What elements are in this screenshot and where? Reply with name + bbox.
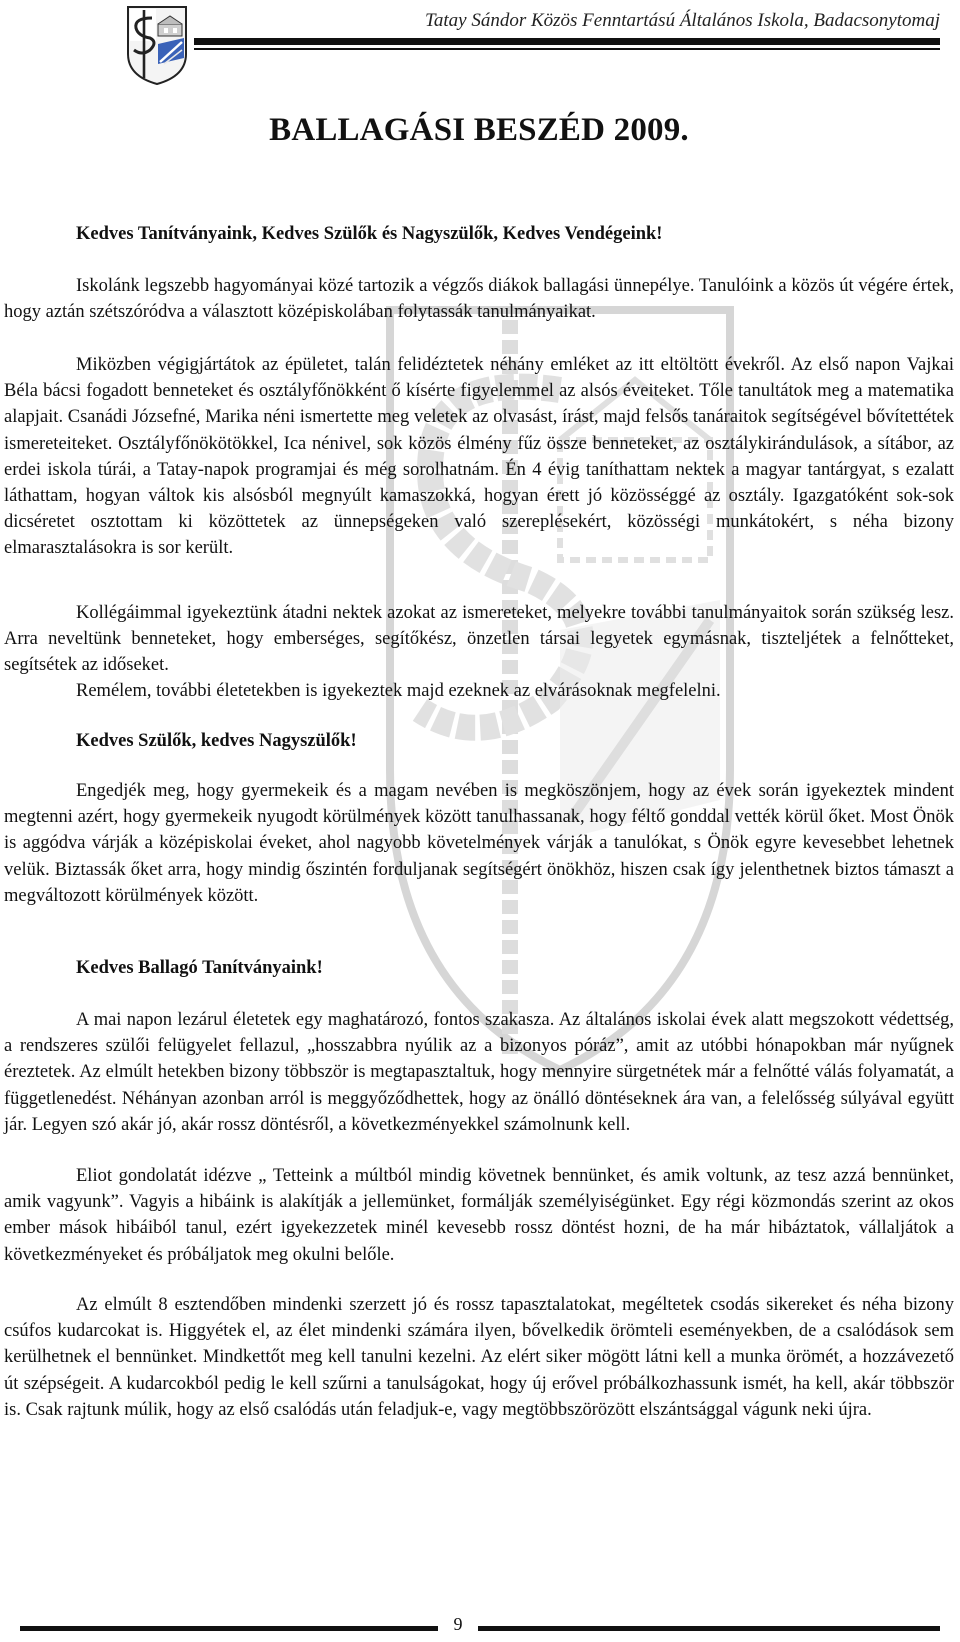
page-header <box>0 0 960 90</box>
paragraph-5 <box>4 778 954 909</box>
greeting-guests: Kedves Tanítványaink, Kedves Szülők és Nagyszülők, Kedves Vendégeink! <box>76 224 663 244</box>
paragraph-4-text: Remélem, további életetekben is igyekeztek majd ezeknek az elvárásoknak megfelelni. <box>76 681 721 701</box>
page-number: 9 <box>453 1614 463 1634</box>
greeting-graduates: Kedves Ballagó Tanítványaink! <box>76 958 323 978</box>
header-rule-thin <box>194 48 940 50</box>
school-name: Tatay Sándor Közös Fenntartású Általános Iskola, Badacsonytomaj <box>425 10 940 31</box>
paragraph-6-text: A mai napon lezárul életetek egy maghatározó, fontos szakasza. Az általános iskolai évek alatt megszokott védettség, a rendszeres szülői felügyelet fellazul, „hosszabbra nyúlik az a bizonyos póráz”, amit az utóbbi hónapokban már nyűgnek éreztetek. Az elmúlt hetekben bizony többször is megtapasztaltuk, hogy mennyire sürgetnétek már a felnőtté válás folyamatát, a függetlenedést. Néhányan azonban arról is meggyőződhettek, hogy az önálló döntéseknek ára van, a felelősség súlyával együtt jár. Legyen szó akár jó, akár rossz döntésről, a következményekkel számolnunk kell. <box>4 1010 954 1135</box>
greeting-parents: Kedves Szülők, kedves Nagyszülők! <box>76 731 357 751</box>
paragraph-7 <box>4 1163 954 1268</box>
paragraph-2 <box>4 352 954 562</box>
paragraph-8-text: Az elmúlt 8 esztendőben mindenki szerzett jó és rossz tapasztalatokat, megéltetek csodás sikereket és néha bizony csúfos kudarcokat is. Higgyétek el, az élet mindenki számára ilyen, bővelkedik örömteli eseményekben, de a csalódások sem kerülhetnek el bennünket. Mindkettőt meg kell tanulni kezelni. Az elért siker mögött látni kell a munka örömét, a hozzávezető út szépségeit. A kudarcokból pedig le kell szűrni a tanulságokat, hogy új erővel próbálkozhassunk ismét, ha kell, akár többször is. Csak rajtunk múlik, hogy az első csalódás után feladjuk-e, vagy megtöbbszörözött elszántsággal vágunk neki újra. <box>4 1295 954 1420</box>
footer-rule-right <box>478 1626 940 1631</box>
paragraph-6 <box>4 1007 954 1138</box>
school-crest-logo <box>124 4 190 86</box>
footer-rule-left <box>20 1626 438 1631</box>
header-rule-thick <box>194 38 940 45</box>
paragraph-3-text: Kollégáimmal igyekeztünk átadni nektek azokat az ismereteket, melyekre további tanulmányaitok során szükség lesz. Arra neveltünk benneteket, hogy emberséges, segítőkész, önzetlen társai legyetek egymásnak, tiszteljétek a felnőtteket, segítsétek az időseket. <box>4 603 954 676</box>
paragraph-4 <box>4 678 954 704</box>
page-title: BALLAGÁSI BESZÉD 2009. <box>269 112 689 148</box>
paragraph-7-text: Eliot gondolatát idézve „ Tetteink a múltból mindig követnek bennünket, és amik voltunk, az tesz azzá bennünket, amik vagyunk”. Vagyis a hibáink is alakítják a jellemünket, formálják személyiségünket. Egy régi közmondás szerint az okos ember mások hibáiból tanul, ezért igyekezzetek minél kevesebb rossz döntést hozni, de ha már hibáztatok, vállaljátok a következményeket és próbáljatok meg okulni belőle. <box>4 1166 954 1265</box>
paragraph-1 <box>4 273 954 325</box>
paragraph-2-text: Miközben végigjártátok az épületet, talán felidéztetek néhány emléket az itt eltöltött évekről. Az első napon Vajkai Béla bácsi fogadott benneteket és osztályfőnökként ő kísérte figyelemmel az alsós éveiteket. Tőle tanultátok meg a matematika alapjait. Csanádi Józsefné, Marika néni ismertette meg veletek az olvasást, írást, majd felsős tanáraitok segítségével bővítettétek ismereteiteket. Osztályfőnökötökkel, Ica nénivel, sok közös élmény fűz össze benneteket, az osztálykirándulások, a sítábor, az erdei iskola túrái, a Tatay-napok programjai és még sorolhatnám. Én 4 évig taníthattam nektek a magyar tantárgyat, s ezalatt láthattam, hogyan váltok kis alsósból megnyúlt kamaszokká, hogyan érett jó közösséggé az osztály. Igazgatóként sok-sok dicséretet osztottam ki közöttetek az ünnepségeken való szereplésekért, közösségi munkátokért, s néha bizony elmarasztalásokra is sor került. <box>4 355 954 559</box>
paragraph-8 <box>4 1292 954 1423</box>
paragraph-5-text: Engedjék meg, hogy gyermekeik és a magam nevében is megköszönjem, hogy az évek során igyekeztek mindent megtenni azért, hogy gyermekeik nyugodt körülmények között tanulhassanak, hogy féltő gonddal vették körül őket. Most Önök is aggódva várják a középiskolai éveket, ahol nagyobb követelmények várják a tanulókat, s Önök egyre kevesebbet lehetnek velük. Biztassák őket arra, hogy mindig őszintén forduljanak segítségért önökhöz, hiszen csak így jelenthetnek biztos támaszt a megváltozott körülmények között. <box>4 781 954 906</box>
paragraph-3 <box>4 600 954 679</box>
paragraph-1-text: Iskolánk legszebb hagyományai közé tartozik a végzős diákok ballagási ünnepélye. Tanulóink a közös út végére értek, hogy aztán szétszóródva a választott középiskolában folytassák tanulmányaikat. <box>4 276 954 323</box>
